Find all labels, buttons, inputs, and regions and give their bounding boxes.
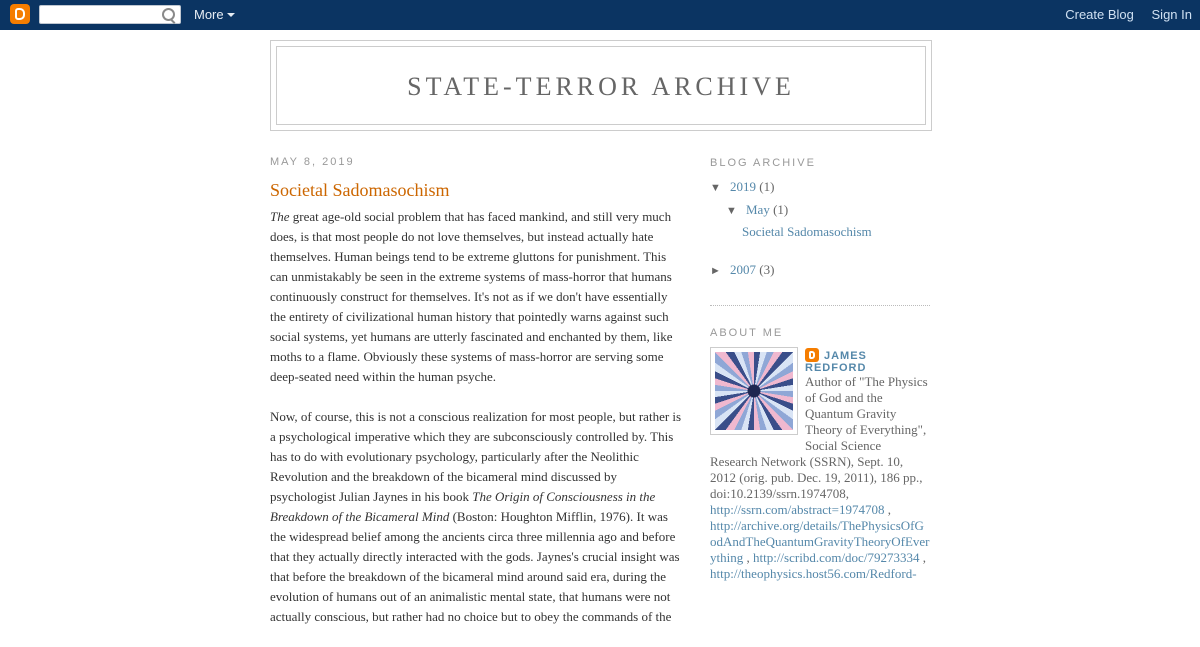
post-paragraph-1-text: great age-old social problem that has faced mankind, and still very much does, is that most people do not love themselves, but instead actually hate themselves. Human beings tend to be extreme gluttons for punishment. This can unmistakably be seen in the extreme systems of mass-horror that humans continuously construct for themselves. It's not as if we don't have essentially the entirety of civilizational human history that pointedly warns against such social systems, yet humans are utterly fascinated and enchanted by them, like moths to a flame. Obviously these systems of mass-horror are serving some deep-seated need within the human psyche.: [270, 209, 673, 384]
sidebar-divider: [710, 305, 930, 306]
archive-post-link[interactable]: Societal Sadomasochism: [742, 224, 872, 239]
post-paragraph-2: [270, 407, 682, 627]
search-input[interactable]: [39, 5, 181, 24]
sign-in-link[interactable]: Sign In: [1151, 7, 1192, 22]
theophysics-link[interactable]: http://theophysics.host56.com/Redford-: [710, 566, 917, 581]
main-column: [270, 150, 682, 647]
archive-year-2007: [710, 262, 774, 278]
create-blog-link[interactable]: Create Blog: [1065, 7, 1134, 22]
blog-header-inner: [276, 46, 926, 125]
post-paragraph-1-lead: The: [270, 209, 290, 224]
post-paragraph-1: [270, 207, 682, 387]
blog-header: [270, 40, 932, 131]
blogger-logo-icon[interactable]: [10, 4, 30, 24]
search-icon[interactable]: [162, 8, 175, 21]
profile-name[interactable]: [805, 348, 930, 374]
post-title[interactable]: Societal Sadomasochism: [270, 180, 450, 200]
archive-year-2019-link[interactable]: 2019: [730, 179, 756, 194]
archive-org-link[interactable]: http://archive.org/details/ThePhysicsOfGodAndTheQuantumGravityTheoryOfEverything: [710, 518, 930, 565]
blogger-navbar: [0, 0, 1200, 30]
about-description: Author of "The Physics of God and the Quantum Gravity Theory of Everything", Social Science Research Network (SSRN), Sept. 10, 2012 (orig. pub. Dec. 19, 2011), 186 pp., doi:10.2139/ssrn.1974708,: [710, 374, 928, 501]
navbar-actions: [1051, 7, 1192, 22]
archive-month-may: [726, 202, 788, 218]
toggle-open-icon[interactable]: ▼: [726, 205, 737, 217]
blog-title[interactable]: STATE-TERROR ARCHIVE: [407, 72, 795, 101]
about-text: [710, 374, 930, 582]
archive-year-2007-link[interactable]: 2007: [730, 262, 756, 277]
post-body: [270, 207, 682, 627]
ssrn-link[interactable]: http://ssrn.com/abstract=1974708: [710, 502, 885, 517]
archive-year-2019: [710, 179, 774, 195]
more-label: More: [194, 7, 224, 22]
archive-month-may-link[interactable]: May: [746, 202, 770, 217]
toggle-open-icon[interactable]: ▼: [710, 182, 721, 194]
toggle-closed-icon[interactable]: ►: [710, 265, 721, 277]
scribd-link[interactable]: http://scribd.com/doc/79273334: [752, 550, 920, 565]
link-separator: ,: [884, 502, 892, 517]
post-paragraph-2-text-a: Now, of course, this is not a conscious realization for most people, but rather is a psychological imperative which they are subconsciously controlled by. This has to do with evolutionary psychology, particularly after the Neolithic Revolution and the breakdown of the bicameral mind discussed by psychologist Julian Jaynes in his book: [270, 409, 682, 504]
book-title: The Origin of Consciousness in the Breakdown of the Bicameral Mind: [270, 489, 656, 524]
about-me-heading: ABOUT ME: [710, 327, 784, 339]
chevron-down-icon: [227, 13, 235, 17]
blog-archive-heading: BLOG ARCHIVE: [710, 157, 816, 169]
more-menu[interactable]: [194, 7, 235, 22]
profile-name-label: JAMES REDFORD: [805, 350, 867, 374]
archive-year-2007-count: (3): [759, 262, 775, 277]
link-separator: ,: [743, 550, 750, 565]
post-date: MAY 8, 2019: [270, 156, 355, 168]
archive-month-may-count: (1): [773, 202, 789, 217]
blogger-profile-icon: [805, 348, 819, 362]
archive-year-2019-count: (1): [759, 179, 775, 194]
link-separator: ,: [919, 550, 926, 565]
post-paragraph-2-text-b: (Boston: Houghton Mifflin, 1976). It was the widespread belief among the ancients circa three millennia ago and before that they actually directly interacted with the gods. Jaynes's crucial insight was that before the breakdown of the bicameral mind around said era, during the evolution of humans out of an animalistic mental state, that humans were not actually conscious, but rather had no choice but to obey the commands of the: [270, 509, 680, 624]
